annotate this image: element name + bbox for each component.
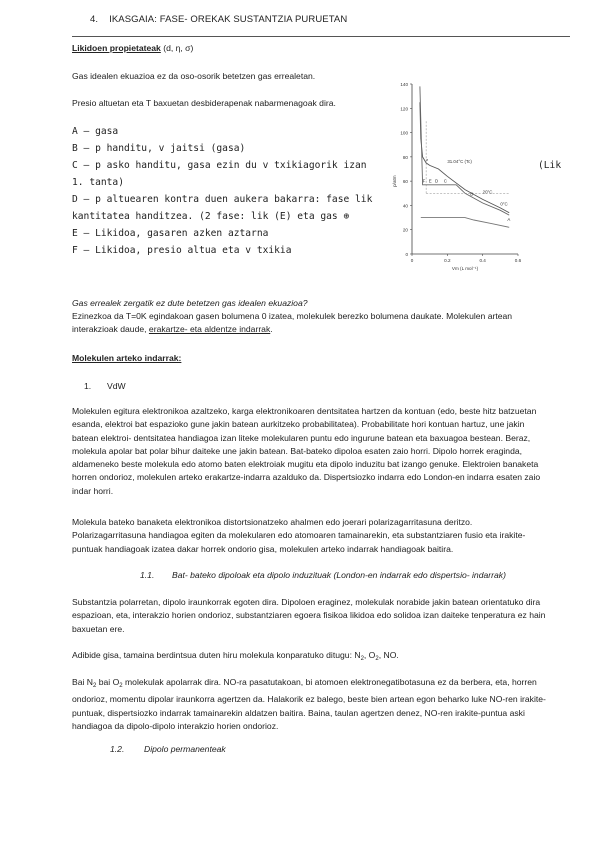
isotherm-chart	[390, 78, 540, 274]
x-tick-label: 0	[410, 258, 414, 263]
point-label-C: C	[443, 178, 447, 184]
paragraph-no-molecule	[72, 676, 548, 733]
subscript: 2	[93, 683, 97, 689]
point-label-B: B	[470, 191, 474, 197]
critical-point-marker: *	[426, 158, 429, 165]
series-line	[420, 86, 509, 215]
section-heading-liquids	[72, 42, 548, 55]
list-item: C – p asko handitu, gasa ezin du v txikiagorik izan	[72, 160, 367, 171]
list-item: D – p altuearen kontra duen aukera bakarra: fase lik	[72, 194, 373, 205]
paragraph-ideal-gas: Gas idealen ekuazioa ez da oso-osorik betetzen gas errealetan.	[72, 71, 316, 81]
paragraph-text: bai O	[96, 677, 120, 687]
question-text: Gas errealek zergatik ez dute betetzen gas idealen ekuazioa?	[72, 298, 308, 308]
paragraph-example	[72, 649, 548, 666]
y-tick-label: 40	[402, 203, 408, 209]
y-tick-label: 100	[400, 130, 408, 136]
isotherm-label-20: 20°C	[482, 189, 493, 195]
list-item: A – gasa	[72, 126, 119, 137]
paragraph-polar-substances: Substantzia polarretan, dipolo iraunkorrak egoten dira. Dipoloen eraginez, molekulak norabide jakin batean orientatuko dira espazioan, eta, interakzio horien ondorioz, substantziaren egoera fisikoa likidoa edo solidoa izan daiteke tenperatura ez hain baxuetan ere.	[72, 597, 546, 634]
point-label-A: A	[507, 217, 511, 223]
x-tick-label: 0.6	[514, 258, 522, 263]
page-header: 4. IKASGAIA: FASE- OREKAK SUSTANTZIA PURUETAN	[90, 14, 348, 25]
header-divider	[72, 36, 570, 37]
paragraph-deviations: Presio altuetan eta T baxuetan desbiderapenak nabarmenagoak dira.	[72, 98, 336, 108]
answer-end: .	[270, 324, 273, 335]
list-item: B – p handitu, v jaitsi (gasa)	[72, 143, 246, 154]
answer-text: Ezinezkoa da T=0K egindakoan gasen bolumena 0 izatea, molekulek berezko bolumena daukate. Molekulen artean interakzioak daude,	[72, 311, 513, 335]
x-tick-label: 0.4	[479, 258, 486, 263]
x-axis-label: Vm (L mol⁻¹)	[451, 266, 479, 271]
subscript: 2	[119, 683, 123, 689]
list-item: 1. tanta)	[72, 177, 124, 188]
series-line	[421, 218, 509, 228]
y-tick-label: 20	[402, 227, 408, 233]
isotherm-label-tc: 31.04°C (Tc)	[447, 158, 472, 164]
point-label-F: F	[422, 178, 426, 184]
subheading-london: Bat- bateko dipoloak eta dipolo induzituak (London-en indarrak edo dispertsio- indarrak)	[172, 570, 506, 580]
subscript: 2	[375, 656, 379, 662]
y-tick-label: 120	[400, 106, 408, 112]
subheading-number: 1.2.	[110, 744, 125, 754]
y-tick-label: 80	[402, 154, 408, 160]
section-heading-forces: Molekulen arteko indarrak:	[72, 353, 182, 363]
y-tick-label: 60	[402, 179, 408, 185]
list-item: F – Likidoa, presio altua eta v txikia	[72, 245, 292, 256]
list-item-tail: (Lik	[538, 160, 562, 171]
heading-text: Likidoen propietateak	[72, 43, 161, 53]
paragraph-text: molekulak apolarrak dira. NO-ra pasatutakoan, bi atomoen elektronegatibotasuna ez da berbera, eta, horren ondorioz, momentu dipolar iraunkorra agertzen da. Halakorik ez balego, beste bien artean egon beharko luke NO-ren irakite- puntuak, dispertsiozko indarrak tamainarekin aldatzen baitira. Baina, taulan agertzen denez, NO-ren irakite-puntua aski handiagoa da dipolo-dipolo interakzio horien ondorioz.	[72, 677, 546, 731]
subheading-number: 1.1.	[140, 570, 155, 580]
answer-paragraph	[72, 310, 548, 337]
point-label-D: D	[434, 178, 439, 184]
paragraph-electron-density: Molekulen egitura elektronikoa azaltzeko, karga elektronikoaren dentsitatea hartzen da kontuan (edo, beste hitz batzuetan esanda, elektroi bat espazioko gune jakin batean aurkitzeko probabilitatea). Probabilitate hori kontuan hartuz, une jakin batean elektroi- dentsitatea handiagoa izan liteke molekularen puntu edo ingurune batean eta baxuagoa bestean. Beraz, molekula apolar bat polar bihur daiteke une jakin batean. Bat-bateko dipoloa esaten zaio horri. Dipolo horrek eraginda, aldameneko beste molekula edo atomo baten elektroiak mugitu eta dipolo induzitu bat izango genuke. Elektroien banaketa horren ondorioz, molekulen arteko erakartze-indarra azalduko da. Dispertsiozko indarra edo London-en indarra esaten zaio indar horri.	[72, 406, 541, 496]
x-tick-label: 0.2	[444, 258, 451, 263]
answer-underlined: erakartze- eta aldentze indarrak	[148, 324, 271, 335]
point-label-E: E	[428, 178, 432, 184]
list-item: kantitatea handitzea. (2 fase: lik (E) eta gas ⊕	[72, 211, 350, 222]
isotherm-label-0: 0°C	[500, 201, 508, 207]
example-text: , NO.	[378, 650, 399, 660]
item-title-vdw: VdW	[107, 381, 126, 391]
subscript: 2	[360, 656, 364, 662]
example-text: , O	[363, 650, 376, 660]
example-text: Adibide gisa, tamaina berdintsua duten hiru molekula konparatuko ditugu: N	[72, 650, 361, 660]
paragraph-polarizability: Molekula bateko banaketa elektronikoa distortsionatzeko ahalmen edo joerari polarizagarritasuna deritzo. Polarizagarritasuna handiagoa egiten da molekularen edo atomoaren tamainarekin, eta substantziaren fusio eta irakite-puntuak handiagoak izatea dakar horrek ondorio gisa, molekulen arteko indarrak handiagoak baitira.	[72, 517, 526, 554]
y-axis-label: p/atm	[392, 175, 397, 187]
heading-params: (d, η, σ)	[160, 43, 194, 53]
y-tick-label: 0	[405, 252, 408, 257]
y-tick-label: 140	[400, 82, 408, 87]
series-line	[420, 102, 509, 213]
item-number: 1.	[84, 381, 92, 391]
list-item: E – Likidoa, gasaren azken aztarna	[72, 228, 269, 239]
subheading-permanent-dipoles: Dipolo permanenteak	[144, 744, 226, 754]
paragraph-text: Bai N	[72, 677, 94, 687]
